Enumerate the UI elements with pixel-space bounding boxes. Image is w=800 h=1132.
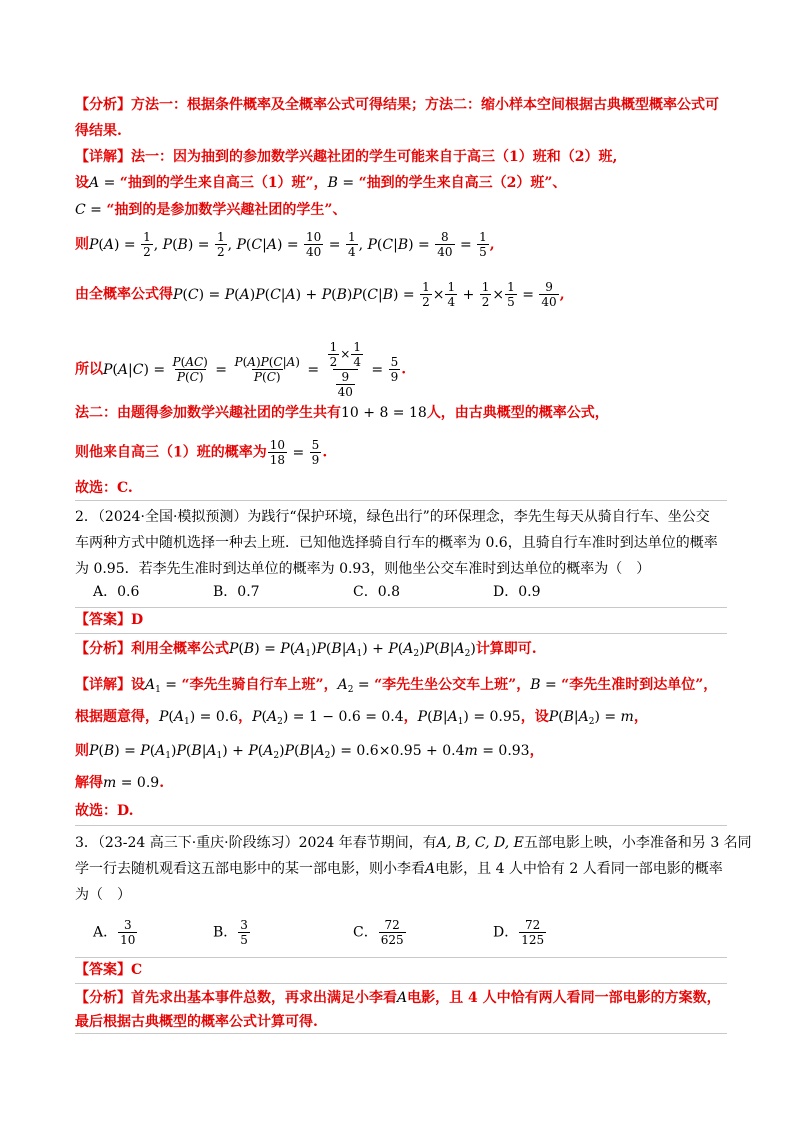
divider — [75, 607, 727, 608]
detail-line-5: 由全概率公式得P(C) = P(A)P(C|A) + P(B)P(C|B) = $\frac{1}{2}$ × $\frac{1}{4}$ + $\frac{1}{2}$ × $\frac{1}{5}$ = $\frac{9}{40}$ , — [75, 280, 565, 309]
q2-detail-2: 根据题意得，$P(A_1) = 0.6$，$P(A_2) = 1 - 0.6 = 0.4$，$P(B|A_1) = 0.95$，设$P(B|A_2) = m$， — [75, 709, 648, 727]
question-3-line-1: 3．（23-24 高三下·重庆·阶段练习）2024 年春节期间，有A, B, C, D, E五部电影上映，小李准备和另 3 名同 — [75, 835, 752, 851]
analysis-line-2: 得结果. — [75, 123, 122, 139]
q2-option-d: D．0.9 — [493, 584, 541, 600]
question-3-line-3: 为（ ） — [75, 887, 131, 903]
q2-detail-4: 解得m = 0.9. — [75, 775, 165, 791]
q3-option-c: C． $\frac{72}{625}$ — [353, 918, 404, 947]
q3-analysis-1: 【分析】首先求出基本事件总数，再求出满足小李看A电影，且 4 人中恰有两人看同一部电影的方案数， — [75, 990, 721, 1006]
detail-line-1: 【详解】法一：因为抽到的参加数学兴趣社团的学生可能来自于高三（1）班和（2）班, — [75, 149, 618, 165]
divider — [75, 500, 727, 501]
detail-line-2: 设A = “抽到的学生来自高三（1）班”，B = “抽到的学生来自高三（2）班”、 — [75, 175, 567, 191]
q2-answer: 【答案】D — [75, 612, 144, 628]
q3-option-d: D． $\frac{72}{125}$ — [493, 918, 545, 947]
analysis-line-1: 【分析】方法一：根据条件概率及全概率公式可得结果；方法二：缩小样本空间根据古典概型概率公式可 — [75, 97, 719, 113]
choose-c: 故选：C. — [75, 480, 133, 496]
question-3-line-2: 学一行去随机观看这五部电影中的某一部电影，则小李看A电影，且 4 人中恰有 2 人看同一部电影的概率 — [75, 861, 723, 877]
q2-detail-3: 则$P(B) = P(A_1)P(B|A_1) + P(A_2)P(B|A_2) = 0.6\times 0.95 + 0.4m = 0.93$， — [75, 743, 544, 761]
divider — [75, 957, 727, 958]
detail-line-3: C = “抽到的是参加数学兴趣社团的学生”、 — [75, 202, 347, 218]
divider — [75, 633, 727, 634]
divider — [75, 983, 727, 984]
q3-analysis-2: 最后根据古典概型的概率公式计算可得. — [75, 1014, 318, 1030]
divider — [75, 825, 727, 826]
choose-d: 故选：D. — [75, 803, 134, 819]
q2-analysis: 【分析】利用全概率公式$P(B) = P(A_1)P(B|A_1) + P(A_2)P(B|A_2)$计算即可. — [75, 641, 537, 659]
question-2-stem: 2．（2024·全国·模拟预测）为践行“保护环境，绿色出行”的环保理念，李先生每天从骑自行车、坐公交 车两种方式中随机选择一种去上班．已知他选择骑自行车的概率为 0.6，且骑自行车准时到达单位的概率 为 0.95．若李先生准时到达单位的概率为 0.93，则他坐公交车准时到达单位的概率为（ ） — [75, 509, 718, 577]
q2-detail-1: 【详解】设$A_1$ = “李先生骑自行车上班”，$A_2$ = “李先生坐公交车上班”，B = “李先生准时到达单位”， — [75, 677, 718, 695]
q2-option-c: C．0.8 — [353, 584, 400, 600]
q3-option-a: A． $\frac{3}{10}$ — [93, 918, 136, 947]
divider — [75, 1033, 727, 1034]
q3-option-b: B． $\frac{3}{5}$ — [213, 918, 248, 947]
method2-line-1: 法二：由题得参加数学兴趣社团的学生共有10 + 8 = 18人，由古典概型的概率公式， — [75, 405, 609, 421]
detail-line-6: 所以P(A|C) = $\frac{P(AC)}{P(C)}$ = $\frac{P(A)P(C|A)}{P(C)}$ = $\frac{1}{2}$ × $\frac{1}{4}$ $\frac{9}{40}$ = $\frac{5}{9}$ . — [75, 340, 407, 399]
method2-line-2: 则他来自高三（1）班的概率为 $\frac{10}{18}$ = $\frac{5}{9}$ . — [75, 438, 328, 467]
q2-option-a: A．0.6 — [93, 584, 140, 600]
detail-line-4: 则P(A) = $\frac{1}{2}$ , P(B) = $\frac{1}{2}$ , P(C|A) = $\frac{10}{40}$ = $\frac{1}{4}$ , P(C|B) = $\frac{8}{40}$ = $\frac{1}{5}$ , — [75, 230, 495, 259]
q3-answer: 【答案】C — [75, 962, 143, 978]
q2-option-b: B．0.7 — [213, 584, 260, 600]
